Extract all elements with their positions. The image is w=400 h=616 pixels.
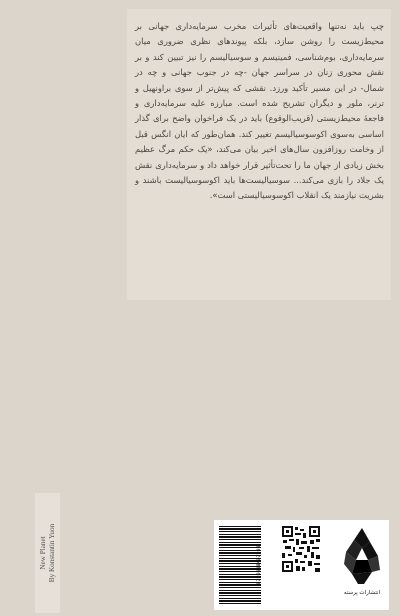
blurb-panel — [127, 9, 391, 300]
qr-code-icon — [281, 525, 321, 573]
publisher-logo — [342, 526, 382, 604]
isbn-number: 9786008407998 — [256, 545, 262, 585]
isbn-barcode — [219, 526, 269, 604]
barcode-panel — [214, 520, 389, 610]
cover-art-credit — [35, 493, 60, 613]
publisher-bird-icon — [342, 526, 382, 588]
barcode-icon — [219, 526, 261, 604]
blurb-text: چپ باید نه‌تنها واقعیت‌های تأثیرات مخرب سرمایه‌داری جهانی بر محیط‌زیست را روشن سازد، بلکه پیوندهای نظری ضروری میان سرمایه‌داری، بوم‌شناسی، فمینیسم و سوسیالیسم را نیز تبیین کند و بر نقش محوری زنان در سراسر جهان -چه در جنوب جهانی و چه در شمال- در این مسیر تأکید ورزد. نقشی که پیش‌تر از سوی براونهیل و ترنر، ملور و دیگران تشریح شده است. مبارزه علیه سرمایه‌داری و فاجعهٔ محیط‌زیستی (قریب‌الوقوع) باید در یک فراخوان واضح برای گذار اساسی به‌سوی اکوسوسیالیسم تغییر کند. همان‌طور که ایان انگس قبل از وخامت روزافزون سال‌های اخیر بیان می‌کند، «یک حکم مرگ عظیم بخش زیادی از جهان ما را تحت‌تأثیر قرار خواهد داد و سرمایه‌داری نقش یک جلاد را بازی می‌کند... سوسیالیست‌ها باید اکوسوسیالیست باشند و بشریت نیازمند یک انقلاب اکوسوسیالیستی است». — [135, 21, 384, 201]
artwork-title: New Planet — [38, 536, 47, 570]
publisher-name: انتشارات پرسته — [343, 590, 381, 596]
artwork-author: By Konstantin Yuon — [47, 523, 56, 583]
